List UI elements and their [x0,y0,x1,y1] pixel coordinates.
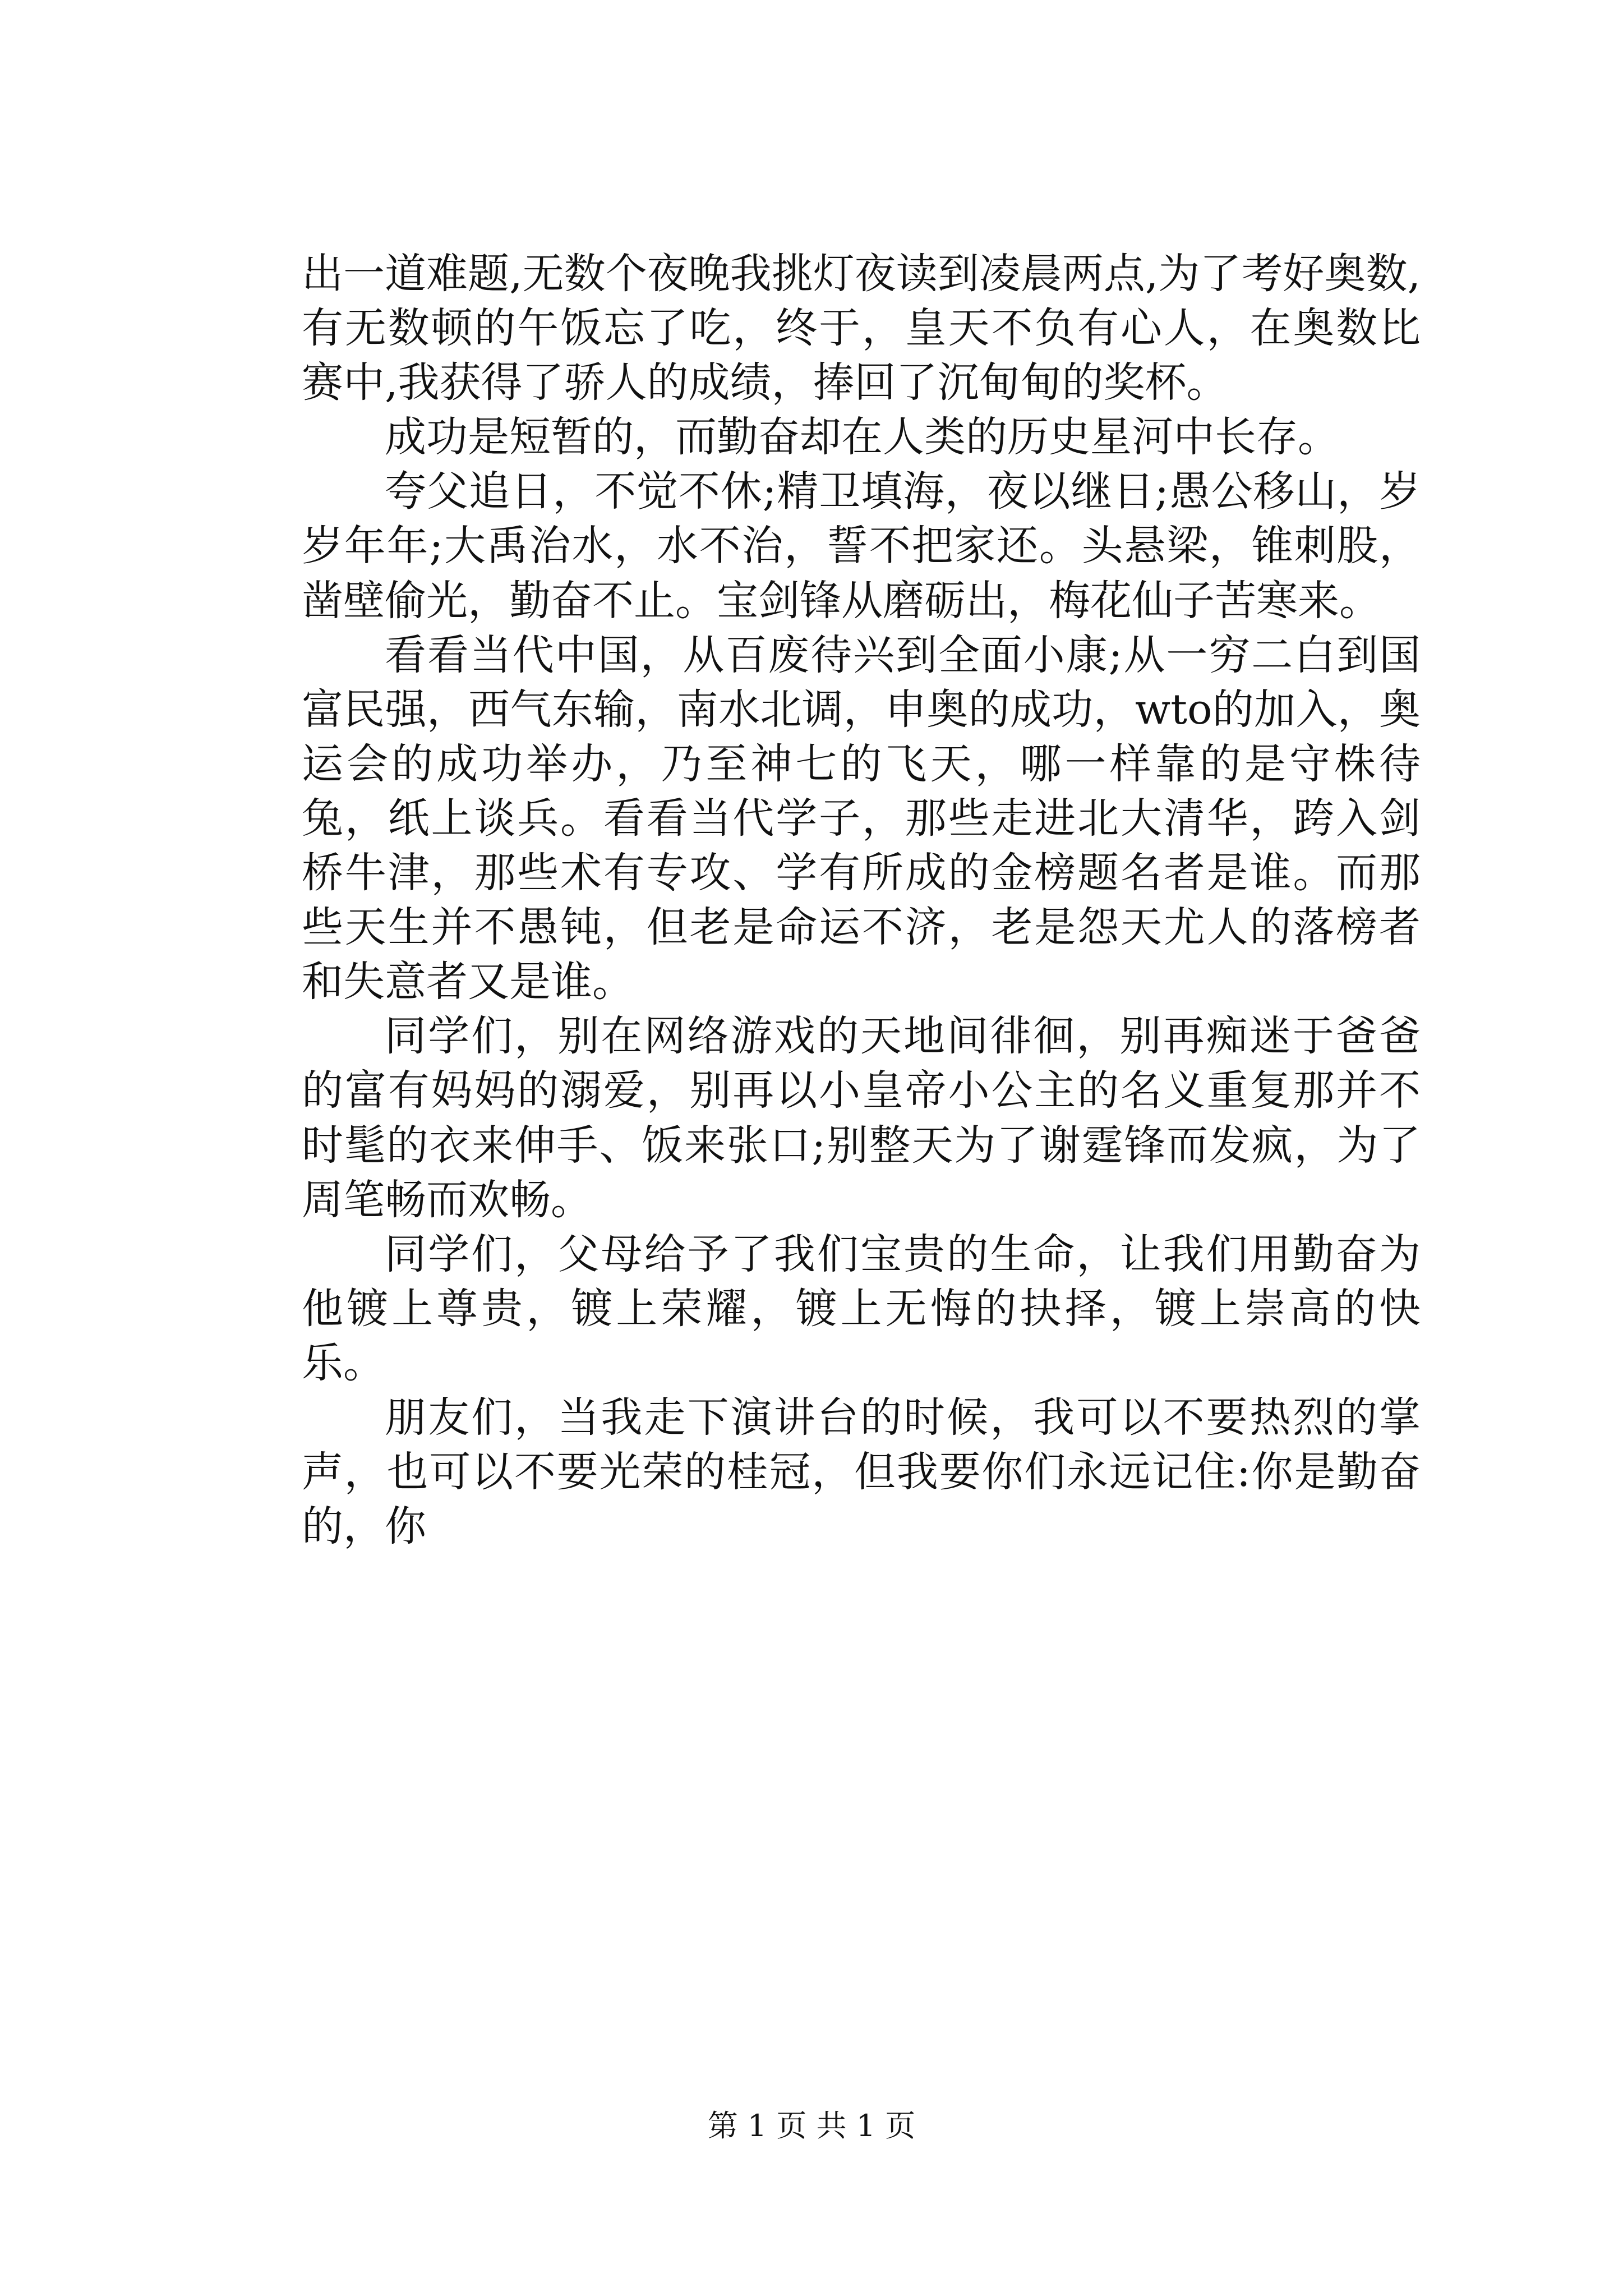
paragraph: 朋友们，当我走下演讲台的时候，我可以不要热烈的掌声，也可以不要光荣的桂冠，但我要你们永远记住:你是勤奋的，你 [302,1393,1421,1551]
paragraph-continued: 出一道难题,无数个夜晚我挑灯夜读到凌晨两点,为了考好奥数,有无数顿的午饭忘了吃，终于，皇天不负有心人，在奥数比赛中,我获得了骄人的成绩，捧回了沉甸甸的奖杯。 [302,250,1421,407]
paragraph: 同学们，别在网络游戏的天地间徘徊，别再痴迷于爸爸的富有妈妈的溺爱，别再以小皇帝小公主的名义重复那并不时髦的衣来伸手、饭来张口;别整天为了谢霆锋而发疯，为了周笔畅而欢畅。 [302,1012,1421,1224]
document-body [302,247,1421,1554]
paragraph: 看看当代中国，从百废待兴到全面小康;从一穷二白到国富民强，西气东输，南水北调，申奥的成功，wto的加入，奥运会的成功举办，乃至神七的飞天，哪一样靠的是守株待兔，纸上谈兵。看看当代学子，那些走进北大清华，跨入剑桥牛津，那些术有专攻、学有所成的金榜题名者是谁。而那些天生并不愚钝，但老是命运不济，老是怨天尤人的落榜者和失意者又是谁。 [302,631,1421,1006]
paragraph: 成功是短暂的，而勤奋却在人类的历史星河中长存。 [385,413,1339,462]
paragraph: 同学们，父母给予了我们宝贵的生命，让我们用勤奋为他镀上尊贵，镀上荣耀，镀上无悔的抉择，镀上崇高的快乐。 [302,1230,1421,1387]
paragraph: 夸父追日，不觉不休;精卫填海，夜以继日;愚公移山，岁岁年年;大禹治水，水不治，誓不把家还。头悬梁，锥刺股，凿壁偷光，勤奋不止。宝剑锋从磨砺出，梅花仙子苦寒来。 [302,467,1421,625]
page-number-footer: 第 1 页 共 1 页 [707,2108,916,2143]
